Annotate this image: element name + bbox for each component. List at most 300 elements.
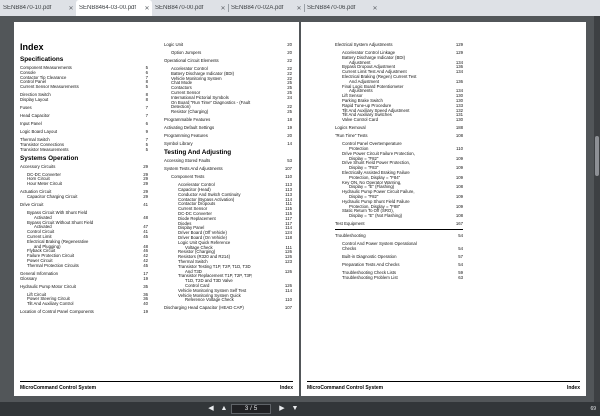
index-entry-label: Logic Unit Quick Reference [178,239,231,245]
index-entry-label: Built-in Diagnostic Operation [342,254,397,259]
index-entry[interactable] [335,42,463,47]
index-entry[interactable] [164,133,292,138]
index-page-number: 130 [455,93,463,99]
index-page-number: 134 [455,69,463,75]
index-entry-label: Component Tests [171,174,205,180]
index-page-number: 117 [285,215,292,221]
index-page-number: 22 [287,104,292,110]
index-entry-label: Operational Circuit Elements [164,58,219,63]
index-entry-label: Display = "F83" [349,165,379,171]
section-heading: Systems Operation [20,154,79,162]
index-entry-label: Capacitor Charging Circuit [27,194,78,199]
index-page-number: 59 [458,270,463,275]
index-page-number: 114 [285,225,292,231]
index-entry[interactable] [27,181,148,186]
index-entry-label: Test Equipment [335,221,365,227]
index-page-number: 115 [285,206,292,212]
index-entry-label: Conductor And Switch Continuity [178,191,241,197]
index-page-number: 41 [143,202,148,207]
index-page-number: 25 [287,85,292,91]
tab-senb8464-03-00[interactable] [76,0,152,16]
index-entry-label: Programming Features [164,133,208,139]
first-page-icon[interactable]: ▲ [220,405,228,412]
index-entry-label: Display = "F82" [349,155,379,161]
index-page-number: 129 [455,50,463,55]
index-page-number: 29 [143,163,148,169]
index-page-number: 114 [285,287,292,293]
index-entry-label: Reference Voltage Check [185,297,234,303]
index-entry-label: Tilt And Auxiliary Switches [342,112,392,118]
index-entry-label: Driver Board (On Vehicle) [178,235,227,240]
index-entry[interactable] [20,284,148,289]
index-page-number: 24 [287,94,292,100]
index-page-number: 18 [287,117,292,123]
index-page-number: 130 [455,117,463,123]
zoom-level: 69 [590,406,596,412]
index-page-number: 8 [145,92,148,98]
index-entry-label: Protection, Display = "F84" [349,174,401,180]
vertical-scrollbar[interactable] [594,16,600,416]
index-entry-label: And Adjustment [349,78,380,84]
tab-senb8470-00[interactable] [152,0,228,16]
tab-label: SENB8470-00.pdf [155,5,204,11]
index-entry-label: Resistor (Charging) [171,109,209,115]
index-page-number: 17 [143,270,148,276]
index-page-number: 45 [143,262,148,268]
index-page-number: 5 [145,141,148,147]
tab-label: SENB8464-03-00.pdf [79,5,137,11]
index-page-number: 109 [455,155,463,161]
index-page-number: 7 [145,105,148,110]
index-page-number: 110 [285,297,292,303]
pdf-toolbar [0,402,600,416]
index-page-number: 20 [287,50,292,55]
index-entry-label: Battery Discharge Indicator (BDI) [171,70,235,76]
tab-label: SENB8470-02A.pdf [231,5,284,11]
index-page-number: 114 [285,196,292,202]
index-page-number: 53 [287,158,292,164]
index-entry[interactable] [27,301,148,306]
index-entry-label: Thermal Protection Circuits [27,262,79,268]
index-page-number: 29 [143,171,148,177]
index-page-number: 48 [143,243,148,249]
index-entry[interactable] [20,276,148,281]
index-entry[interactable] [20,121,148,126]
index-entry-label: International Pictorial Symbols [171,94,229,100]
index-page-number: 110 [285,174,292,180]
index-page-number: 36 [143,296,148,302]
index-entry-label: Display = "E" (Flashing) [349,184,395,190]
page-number-field[interactable] [231,404,271,414]
tab-senb8470-06[interactable] [304,0,380,16]
index-entry-label: Final Logic Board Potentiometer [342,83,404,89]
index-entry-label: On Board "Run Time" Diagnostics - (Fault [171,99,251,105]
index-entry-label: Thermal Switch [20,137,50,142]
index-entry-label: Head Capacitor [20,113,50,118]
index-page-number: 19 [287,125,292,131]
index-entry-label: Detection) [171,104,191,110]
index-entry[interactable] [164,117,292,122]
index-entry-label: Adjustments [349,88,373,94]
index-entry-label: Vehicle Monitoring System [171,75,222,81]
index-page-number: 107 [284,166,292,172]
index-entry-label: Electrical System Adjustments [335,42,393,47]
index-entry-label: Control Card [185,283,210,288]
index-entry[interactable] [342,117,463,122]
footer-title: MicroCommand Control System [20,385,97,391]
index-entry[interactable] [164,42,292,47]
index-page-number: 129 [455,42,463,47]
index-entry[interactable] [171,109,292,114]
index-entry-label: Current Sensor [178,206,208,212]
index-entry-label: Hydraulic Pump Shunt Field Failure [342,198,410,204]
index-page-number: 42 [143,258,148,263]
index-entry-label: Tilt And Auxiliary Speed Adjustment [342,107,410,113]
index-entry-label: Discharging Head Capacitor (HEAD CAP) [164,305,244,311]
index-entry-label: Power Circuit [27,258,53,263]
index-entry-label: Drive Shunt Field Power Protection, [342,160,411,166]
pdf-viewer[interactable] [0,16,600,416]
index-entry-label: Troubleshooting [335,233,366,239]
index-entry-label: Horn Circuit [27,176,50,182]
index-entry[interactable] [164,305,292,310]
index-page-number: 130 [455,98,463,103]
index-entry-label: Parking Brake Switch [342,98,383,103]
index-entry-label: Electrical Braking (Regenerative [27,238,89,244]
index-entry[interactable] [20,105,148,110]
index-entry[interactable] [164,125,292,130]
index-entry-label: Current Limit Test And Adjustment [342,69,407,75]
prev-page-button[interactable]: ◀ [208,405,214,412]
index-page-number: 46 [143,248,148,254]
index-entry[interactable] [20,129,148,134]
index-entry-label: Troubleshooting Check Lists [342,270,397,275]
index-page-number: 131 [455,112,463,118]
index-entry-label: Chat Mode [171,80,193,86]
index-entry-label: Control Panel Overtemperature [342,141,402,147]
index-entry-label: Adjustment [349,59,371,65]
index-page-number: 133 [455,102,463,108]
index-page-number: 126 [284,283,292,288]
index-entry-label: Display = "F82" [349,194,379,199]
index-page-number: 8 [145,97,148,102]
index-entry-label: Static Return To Off (SRO), [342,208,394,214]
index-page-number: 110 [456,146,463,151]
index-entry-label: Accelerator Control [178,182,215,188]
index-entry-label: Bypass Dropout Adjustment [342,64,396,70]
index-page-number: 132 [455,107,463,113]
index-entry-label: Actuation Circuit [20,189,52,195]
index-entry[interactable] [171,50,292,55]
index-entry-label: Fuses [20,105,32,110]
index-page-number: 42 [143,253,148,259]
index-entry-label: Accessory Circuits [20,163,56,169]
index-entry-label: Control Panel [20,79,47,85]
index-page-number: 9 [145,129,148,134]
index-page-number: 29 [143,176,148,182]
index-entry-label: Accelerator Control Linkage [342,50,396,55]
index-page-number: 25 [287,109,292,115]
tab-label: SENB8470-10.pdf [3,5,52,11]
index-entry-label: Console [20,69,36,75]
close-icon[interactable]: ✕ [220,5,226,12]
index-entry-label: Drive Power Circuit Failure Protection, [342,150,415,156]
index-entry-label: Accelerator Control [171,66,208,71]
index-entry-label: Transistor Replacement T1P, T2P, T3P, [178,273,253,279]
index-entry[interactable] [335,233,463,238]
index-entry-label: Glossary [20,275,37,281]
index-page-number: 22 [287,58,292,63]
index-page-number: 5 [145,65,148,70]
index-entry-label: "Run Time" Tests [335,133,368,139]
index-entry-label: Lift Circuit [27,291,47,297]
index-page-number: 41 [143,229,148,235]
index-page-number: 113 [285,191,292,197]
document-page-right [301,22,586,396]
index-entry[interactable] [164,58,292,63]
index-entry-label: Voltage Check [185,244,213,250]
index-entry-label: Contactor Tip Clearance [20,74,67,80]
index-page-number: 25 [287,90,292,95]
index-page-number: 111 [285,244,292,250]
index-entry-label: Display Layout [20,97,49,102]
index-page-number: 57 [458,254,463,259]
index-page-number: 126 [284,268,292,274]
index-page-number: 7 [145,74,148,80]
index-entry-label: Drive Circuit [20,202,44,207]
index-entry[interactable] [27,194,148,199]
footer-title: MicroCommand Control System [307,385,384,391]
index-entry-label: Hydraulic Pump Power Circuit Failure, [342,189,415,195]
index-entry-label: Accessing Stored Faults [164,158,211,164]
index-entry-label: Control Circuit [27,229,55,235]
index-page-number: 20 [287,133,292,139]
index-entry-label: Hydraulic Pump Motor Circuit [20,283,76,289]
index-entry-label: Electrically Assisted Braking Failure [342,170,410,175]
index-page-number: 113 [285,187,292,192]
index-page-number: 6 [145,121,148,126]
document-page-left [14,22,299,396]
index-page-number: 14 [287,141,292,147]
index-entry[interactable] [335,133,463,138]
close-icon[interactable]: ✕ [144,5,150,12]
index-entry-label: Hour Meter Circuit [27,181,62,187]
tab-senb8470-10[interactable] [0,0,76,16]
index-page-number: 40 [143,301,148,307]
index-entry-label: Flyback Circuit [27,248,56,254]
index-entry-label: Logics Removal [335,125,366,131]
index-entry-label: Bypass Circuit Without Shunt Field [27,219,94,225]
footer-divider [20,381,293,382]
index-page-number: 7 [145,137,148,142]
index-entry[interactable] [164,158,292,163]
tab-label: SENB8470-06.pdf [307,5,356,11]
index-entry[interactable] [335,125,463,130]
index-page-number: 22 [287,75,292,81]
last-page-icon[interactable]: ▼ [291,405,299,412]
current-page-value[interactable]: 3 [244,406,249,412]
index-page-number: 107 [284,305,292,311]
index-page-number: 7 [145,113,148,118]
index-page-number: 25 [287,80,292,86]
index-page-number: 6 [145,69,148,75]
index-entry-label: Transistor Testing T1P, T2P, T1D, T3D [178,263,251,269]
index-entry-label: Control And Power System Operational [342,241,417,247]
page-separator: / [250,406,252,412]
index-page-number: 29 [143,181,148,187]
tab-senb8470-02a[interactable] [228,0,304,16]
index-page-number: 5 [145,84,148,90]
tab-bar [0,0,600,16]
index-page-number: 111 [285,201,292,207]
section-divider [335,229,463,230]
footer-section: Index [279,385,293,391]
index-page-number: 109 [455,194,463,199]
index-page-number: 19 [143,309,148,315]
index-entry[interactable] [27,263,148,268]
index-entry-label: Checks [342,246,357,251]
close-icon[interactable]: ✕ [68,5,74,12]
index-page-number: 22 [287,70,292,76]
index-page-number: 108 [455,133,463,139]
next-page-button[interactable]: ▶ [279,405,285,412]
footer-divider [307,381,580,382]
index-entry-label: Driver Board (Off Vehicle) [178,230,227,236]
index-page-number: 19 [143,275,148,281]
index-entry[interactable] [349,213,463,218]
index-entry-label: Protection, Display = "F88" [349,203,401,209]
index-entry[interactable] [171,174,292,179]
index-entry[interactable] [342,254,463,259]
index-entry-label: Logic Board Layout [20,129,58,134]
index-entry-label: Resistor (Charging) [178,249,216,255]
index-entry[interactable] [164,166,292,171]
index-entry[interactable] [342,262,463,267]
close-icon[interactable]: ✕ [296,5,302,12]
index-entry-label: General Information [20,270,58,276]
index-entry-label: Electrical Braking (Regen) Current Test [342,74,417,79]
index-entry-label: Power Steering Circuit [27,296,70,302]
index-entry-label: Thermal Switch [178,259,208,264]
index-entry-label: Contactor Dropouts [178,201,216,207]
index-entry[interactable] [342,246,463,251]
index-entry[interactable] [342,275,463,280]
index-entry-label: Symbol Library [164,141,193,147]
index-entry-label: Display Panel [178,225,205,231]
index-entry-label: Bypass Circuit With Shunt Field [27,210,88,215]
index-entry-label: Display = "E" (Not Flashing) [349,213,403,219]
index-page-number: 134 [455,59,463,65]
index-page-number: 63 [458,274,463,280]
index-page-number: 109 [455,165,463,171]
index-page-number: 117 [285,220,292,226]
scrollbar-thumb[interactable] [595,136,599,176]
index-page-number: 113 [285,182,292,188]
index-entry-label: Preparation Tests And Checks [342,262,400,267]
index-page-number: 5 [145,146,148,152]
index-page-number: 47 [143,224,148,230]
index-page-number: 126 [284,249,292,255]
index-page-number: 126 [284,254,292,260]
index-entry-label: And T3D [185,268,202,274]
index-entry-label: T1D, T2D and T3D Valve [185,278,233,284]
index-entry-label: System Tests And Adjustments [164,166,223,172]
index-page-number: 22 [287,66,292,71]
section-heading: Specifications [20,56,64,63]
index-entry-label: Direction Switch [20,92,51,98]
index-entry[interactable] [20,113,148,118]
index-page-number: 54 [458,246,463,251]
index-entry[interactable] [20,202,148,207]
index-page-number: 109 [455,174,463,180]
index-entry-label: Activated [34,224,52,230]
index-entry-label: Valve Control Card [342,117,378,123]
index-page-number: 54 [458,262,463,267]
index-page-number: 108 [455,213,463,219]
index-entry-label: Option Jumpers [171,50,202,55]
index-entry[interactable] [20,97,148,102]
index-entry-label: Diode Replacement [178,215,216,221]
index-entry-label: Vehicle Monitoring System Quick [178,292,241,298]
index-entry[interactable] [335,221,463,226]
index-entry-label: Location of Control Panel Components [20,309,94,315]
index-page-number: 188 [455,125,463,131]
index-entry-label: Rapid Tune-up Procedure [342,102,392,108]
index-entry-label: Activated [34,214,52,220]
index-page-number: 108 [455,184,463,190]
index-page-number: 124 [284,230,292,236]
footer-section: Index [566,385,580,391]
index-entry-label: DC-DC Converter [27,171,61,177]
index-entry-label: Current Limit [27,234,52,239]
index-entry[interactable] [20,164,148,169]
index-entry-label: Resistors (R320 and R214) [178,254,231,260]
index-entry-label: Transistor Connections [20,141,65,147]
index-page-number: 45 [143,234,148,239]
index-entry[interactable] [20,147,148,152]
total-pages-value: 5 [253,406,258,412]
index-entry-label: Input Panel [20,121,42,126]
index-page-number: 54 [458,233,463,239]
index-page-number: 35 [143,283,148,289]
index-entry[interactable] [20,309,148,314]
index-entry-label: Tilt And Auxiliary Control [27,301,74,307]
index-entry[interactable] [185,297,292,302]
index-entry-label: and Plugging) [34,243,61,249]
index-entry-label: Capacitor (Head) [178,187,211,192]
index-page-number: 29 [143,189,148,195]
index-entry-label: Component Measurements [20,65,72,70]
index-page-number: 118 [285,235,292,240]
index-entry-label: Contactors [171,85,192,91]
index-page-number: 115 [285,211,292,216]
index-entry-label: Logic Unit [164,42,184,47]
index-entry-label: DC-DC Converter [178,211,212,216]
index-page-number: 36 [143,291,148,297]
index-entry-label: Battery Discharge Indicator (BDI) [342,54,406,60]
index-entry[interactable] [20,84,148,89]
index-entry[interactable] [164,141,292,146]
index-page-number: 136 [455,64,463,70]
close-icon[interactable]: ✕ [372,5,378,12]
index-entry-label: Current Sensor [171,90,201,95]
index-entry-label: Troubleshooting Problem List [342,274,398,280]
index-entry-label: Vehicle Monitoring System Self Test [178,287,247,293]
index-page-number: 20 [287,42,292,47]
index-page-number: 167 [455,221,463,227]
index-page-number: 109 [455,203,463,209]
index-entry-label: Protection [349,146,369,151]
